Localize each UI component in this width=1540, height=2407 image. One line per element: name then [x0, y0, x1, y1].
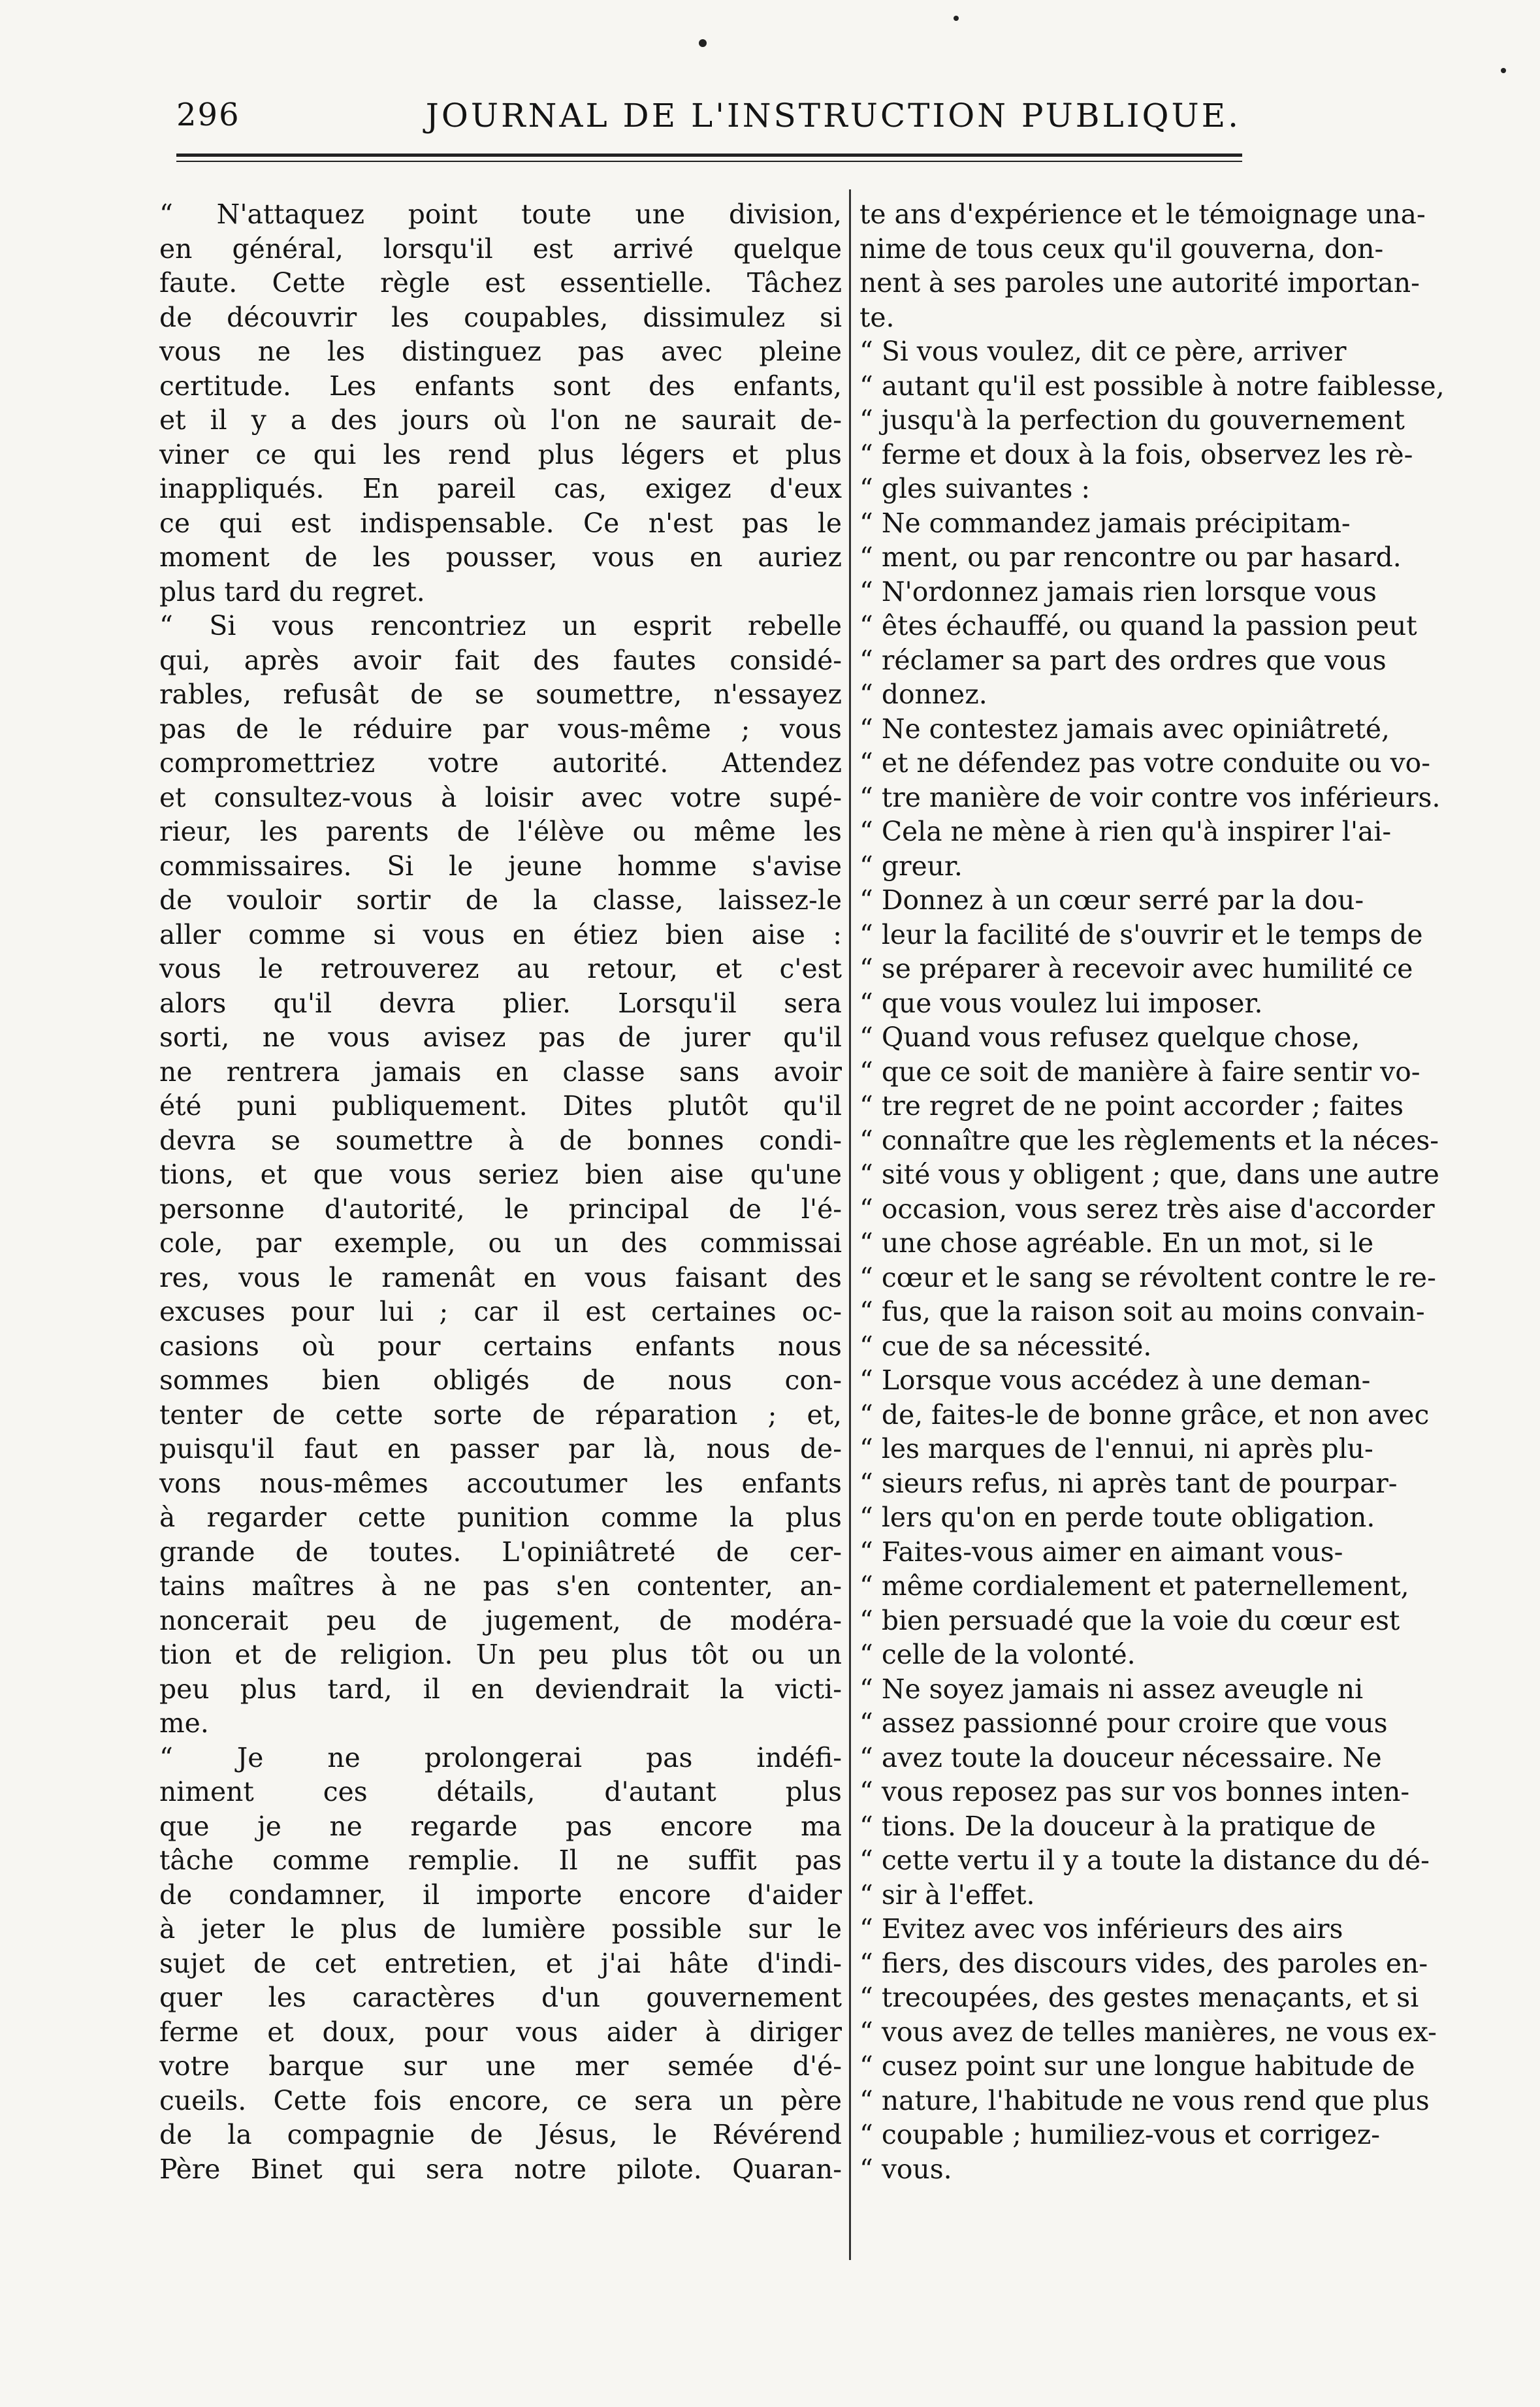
text-line: “ Cela ne mène à rien qu'à inspirer l'ai- — [859, 816, 1392, 847]
text-line: “ Ne contestez jamais avec opiniâtreté, — [859, 713, 1390, 745]
text-line: sommes bien obligés de nous con- — [159, 1365, 842, 1396]
running-head: JOURNAL DE L'INSTRUCTION PUBLIQUE. — [425, 97, 1241, 135]
text-line: “ bien persuadé que la voie du cœur est — [859, 1604, 1400, 1636]
text-line: peu plus tard, il en deviendrait la victi- — [159, 1673, 842, 1705]
text-line: de vouloir sortir de la classe, laissez-le — [159, 884, 842, 916]
header-rule-thin — [176, 161, 1242, 162]
text-line: cole, par exemple, ou un des commissai — [159, 1227, 842, 1259]
text-line: puisqu'il faut en passer par là, nous de- — [159, 1433, 842, 1464]
text-line: de condamner, il importe encore d'aider — [159, 1879, 842, 1911]
text-line: “ jusqu'à la perfection du gouvernement — [859, 404, 1405, 436]
text-line: que je ne regarde pas encore ma — [159, 1810, 842, 1842]
text-line: certitude. Les enfants sont des enfants, — [159, 370, 842, 402]
text-line: tions, et que vous seriez bien aise qu'une — [159, 1159, 842, 1190]
text-line: “ Lorsque vous accédez à une deman- — [859, 1365, 1371, 1396]
text-line: faute. Cette règle est essentielle. Tâchez — [159, 267, 842, 299]
text-line: “ Evitez avec vos inférieurs des airs — [859, 1913, 1343, 1945]
text-line: tains maîtres à ne pas s'en contenter, an- — [159, 1570, 842, 1602]
text-line: “ ferme et doux à la fois, observez les rè- — [859, 438, 1413, 470]
text-line: sorti, ne vous avisez pas de jurer qu'il — [159, 1022, 842, 1053]
text-line: plus tard du regret. — [159, 575, 425, 607]
text-line: “ cette vertu il y a toute la distance du dé- — [859, 1845, 1430, 1876]
text-line: res, vous le ramenât en vous faisant des — [159, 1261, 842, 1293]
text-line: “ les marques de l'ennui, ni après plu- — [859, 1433, 1373, 1464]
text-line: inappliqués. En pareil cas, exigez d'eux — [159, 473, 842, 504]
text-line: qui, après avoir fait des fautes considé- — [159, 644, 842, 676]
text-line: ce qui est indispensable. Ce n'est pas le — [159, 507, 842, 539]
left-column — [159, 197, 842, 2186]
text-line: “ de, faites-le de bonne grâce, et non avec — [859, 1398, 1430, 1430]
text-line: “ Ne soyez jamais ni assez aveugle ni — [859, 1673, 1364, 1705]
text-line: “ nature, l'habitude ne vous rend que plus — [859, 2084, 1430, 2116]
text-line: sujet de cet entretien, et j'ai hâte d'indi- — [159, 1947, 842, 1979]
text-line: “ Quand vous refusez quelque chose, — [859, 1022, 1360, 1053]
text-line: de la compagnie de Jésus, le Révérend — [159, 2119, 842, 2150]
text-line: vons nous-mêmes accoutumer les enfants — [159, 1467, 842, 1499]
text-line: ferme et doux, pour vous aider à diriger — [159, 2016, 842, 2048]
text-line: “ sieurs refus, ni après tant de pourpar- — [859, 1467, 1398, 1499]
page-header — [176, 97, 1241, 149]
text-line: ne rentrera jamais en classe sans avoir — [159, 1056, 842, 1088]
text-line: “ même cordialement et paternellement, — [859, 1570, 1409, 1602]
text-line: été puni publiquement. Dites plutôt qu'il — [159, 1090, 842, 1122]
text-line: “ autant qu'il est possible à notre faiblesse, — [859, 370, 1445, 402]
page-number: 296 — [176, 97, 240, 133]
text-line: “ cœur et le sang se révoltent contre le re- — [859, 1261, 1436, 1293]
text-line: rieur, les parents de l'élève ou même les — [159, 816, 842, 847]
text-line: viner ce qui les rend plus légers et plus — [159, 438, 842, 470]
text-line: moment de les pousser, vous en auriez — [159, 541, 842, 573]
text-line: personne d'autorité, le principal de l'é- — [159, 1193, 842, 1225]
text-line: pas de le réduire par vous-même ; vous — [159, 713, 842, 745]
text-line: “ fus, que la raison soit au moins convain- — [859, 1296, 1425, 1327]
text-line: “ vous reposez pas sur vos bonnes inten- — [859, 1776, 1410, 1807]
text-line: “ fiers, des discours vides, des paroles en- — [859, 1947, 1428, 1979]
text-line: “ Donnez à un cœur serré par la dou- — [859, 884, 1364, 916]
text-line: “ gles suivantes : — [859, 473, 1091, 504]
text-line: “ ment, ou par rencontre ou par hasard. — [859, 541, 1402, 573]
text-line: “ coupable ; humiliez-vous et corrigez- — [859, 2119, 1381, 2150]
text-line: à jeter le plus de lumière possible sur le — [159, 1913, 842, 1945]
text-line: niment ces détails, d'autant plus — [159, 1776, 842, 1807]
text-line: “ assez passionné pour croire que vous — [859, 1707, 1388, 1739]
text-line: vous le retrouverez au retour, et c'est — [159, 953, 842, 984]
text-line: “ leur la facilité de s'ouvrir et le temps de — [859, 918, 1423, 950]
text-line: “ Si vous rencontriez un esprit rebelle — [159, 610, 842, 641]
text-line: te ans d'expérience et le témoignage una- — [859, 199, 1426, 230]
text-line: tenter de cette sorte de réparation ; et, — [159, 1398, 842, 1430]
text-line: “ N'attaquez point toute une division, — [159, 199, 842, 230]
text-line: “ sité vous y obligent ; que, dans une autre — [859, 1159, 1439, 1190]
text-line: tion et de religion. Un peu plus tôt ou un — [159, 1639, 842, 1670]
text-line: nent à ses paroles une autorité importan- — [859, 267, 1420, 299]
text-line: “ et ne défendez pas votre conduite ou vo- — [859, 747, 1431, 779]
text-line: excuses pour lui ; car il est certaines oc- — [159, 1296, 842, 1327]
text-line: rables, refusât de se soumettre, n'essayez — [159, 679, 842, 710]
text-line: quer les caractères d'un gouvernement — [159, 1982, 842, 2013]
text-line: compromettriez votre autorité. Attendez — [159, 747, 842, 779]
text-line: “ tre manière de voir contre vos inférieurs. — [859, 781, 1441, 813]
text-line: “ lers qu'on en perde toute obligation. — [859, 1502, 1375, 1533]
ink-speck — [954, 16, 959, 21]
text-line: à regarder cette punition comme la plus — [159, 1502, 842, 1533]
text-line: “ se préparer à recevoir avec humilité ce — [859, 953, 1413, 984]
text-line: “ sir à l'effet. — [859, 1879, 1035, 1911]
text-line: “ vous. — [859, 2153, 952, 2185]
text-line: grande de toutes. L'opiniâtreté de cer- — [159, 1536, 842, 1568]
text-line: Père Binet qui sera notre pilote. Quaran- — [159, 2153, 842, 2185]
text-line: “ greur. — [859, 850, 963, 882]
text-line: “ trecoupées, des gestes menaçants, et si — [859, 1982, 1419, 2013]
text-line: cueils. Cette fois encore, ce sera un père — [159, 2084, 842, 2116]
column-divider — [849, 189, 851, 2260]
text-line: vous ne les distinguez pas avec pleine — [159, 336, 842, 367]
text-line: “ cue de sa nécessité. — [859, 1330, 1152, 1362]
text-line: “ donnez. — [859, 679, 987, 710]
text-line: “ Je ne prolongerai pas indéfi- — [159, 1741, 842, 1773]
text-line: votre barque sur une mer semée d'é- — [159, 2050, 842, 2082]
text-line: noncerait peu de jugement, de modéra- — [159, 1604, 842, 1636]
text-line: “ une chose agréable. En un mot, si le — [859, 1227, 1374, 1259]
text-line: te. — [859, 301, 895, 333]
text-line: “ tre regret de ne point accorder ; faites — [859, 1090, 1404, 1122]
text-line: “ vous avez de telles manières, ne vous ex- — [859, 2016, 1437, 2048]
text-line: casions où pour certains enfants nous — [159, 1330, 842, 1362]
text-line: “ réclamer sa part des ordres que vous — [859, 644, 1387, 676]
text-line: et consultez-vous à loisir avec votre supé- — [159, 781, 842, 813]
text-line: “ êtes échauffé, ou quand la passion peut — [859, 610, 1417, 641]
text-line: en général, lorsqu'il est arrivé quelque — [159, 233, 842, 265]
header-rule-thick — [176, 153, 1242, 157]
text-line: “ Faites-vous aimer en aimant vous- — [859, 1536, 1343, 1568]
text-line: “ que vous voulez lui imposer. — [859, 987, 1263, 1019]
right-column — [859, 197, 1445, 2186]
ink-speck — [1501, 68, 1506, 73]
text-line: “ Ne commandez jamais précipitam- — [859, 507, 1351, 539]
text-line: “ N'ordonnez jamais rien lorsque vous — [859, 575, 1377, 607]
text-line: et il y a des jours où l'on ne saurait de- — [159, 404, 842, 436]
text-line: “ occasion, vous serez très aise d'accorder — [859, 1193, 1435, 1225]
text-line: devra se soumettre à de bonnes condi- — [159, 1124, 842, 1156]
text-line: aller comme si vous en étiez bien aise : — [159, 918, 842, 950]
text-line: alors qu'il devra plier. Lorsqu'il sera — [159, 987, 842, 1019]
text-line: “ que ce soit de manière à faire sentir vo- — [859, 1056, 1420, 1088]
text-line: “ Si vous voulez, dit ce père, arriver — [859, 336, 1347, 367]
text-line: tâche comme remplie. Il ne suffit pas — [159, 1845, 842, 1876]
text-line: de découvrir les coupables, dissimulez si — [159, 301, 842, 333]
text-line: nime de tous ceux qu'il gouverna, don- — [859, 233, 1384, 265]
text-line: “ tions. De la douceur à la pratique de — [859, 1810, 1376, 1842]
text-line: commissaires. Si le jeune homme s'avise — [159, 850, 842, 882]
text-line: me. — [159, 1707, 209, 1739]
ink-speck — [699, 39, 707, 47]
text-line: “ connaître que les règlements et la néces- — [859, 1124, 1439, 1156]
text-line: “ celle de la volonté. — [859, 1639, 1136, 1670]
text-line: “ cusez point sur une longue habitude de — [859, 2050, 1415, 2082]
text-line: “ avez toute la douceur nécessaire. Ne — [859, 1741, 1382, 1773]
